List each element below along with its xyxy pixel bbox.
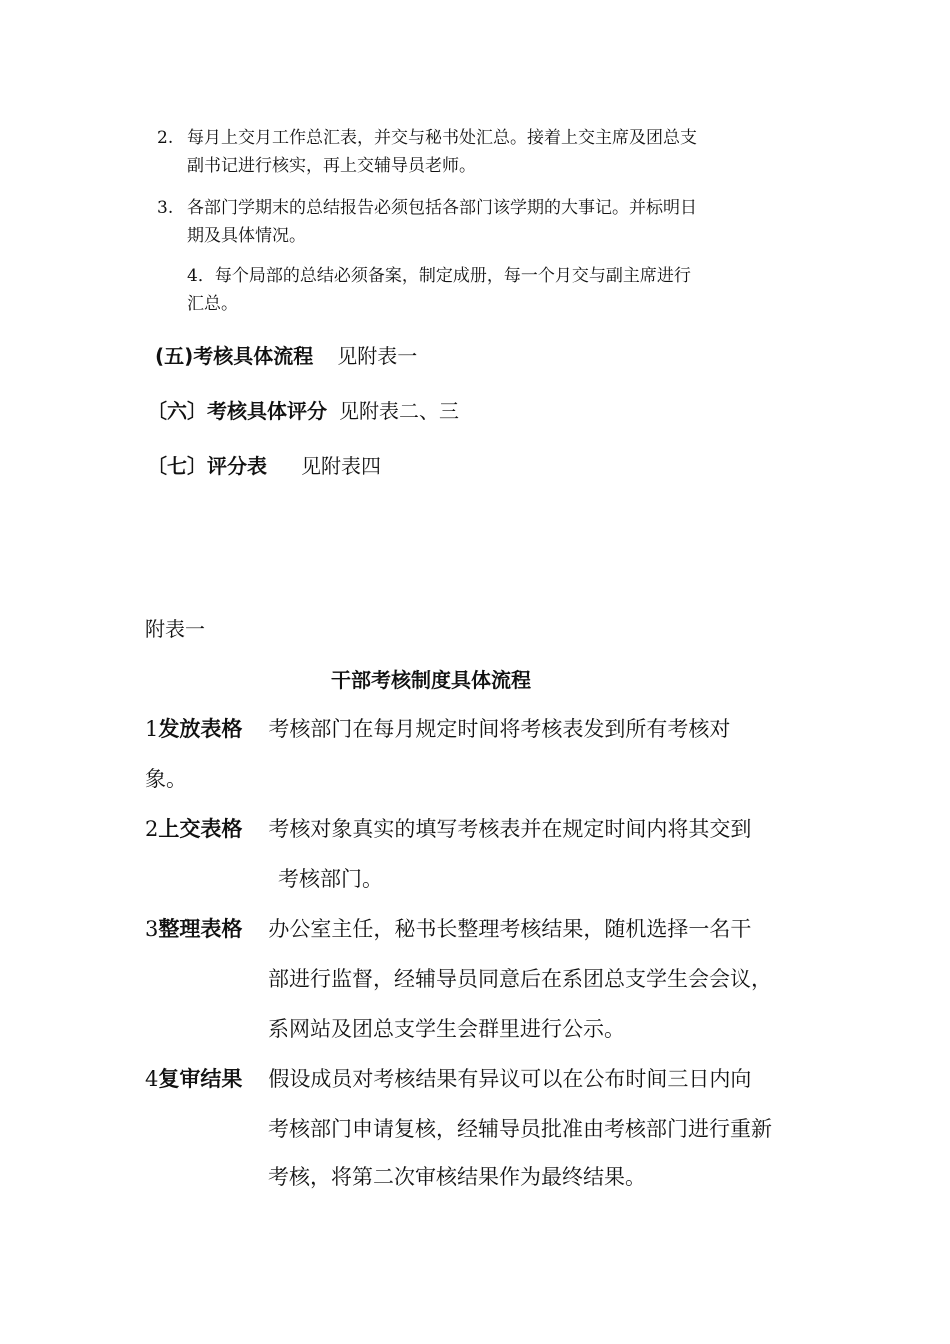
list-item-2-text: 每月上交月工作总汇表，并交与秘书处汇总。接着上交主席及团总支	[187, 128, 697, 148]
section-6	[147, 396, 459, 426]
list-item-2-number: 2.	[157, 128, 174, 148]
list-item-4-line1: 4．每个局部的总结必须备案，制定成册，每一个月交与副主席进行	[187, 266, 691, 286]
section-6-reference: 见附表二、三	[339, 399, 459, 423]
step-2-line1	[145, 814, 751, 844]
list-item-3-line2: 期及具体情况。	[187, 226, 306, 246]
step-2-text: 考核对象真实的填写考核表并在规定时间内将其交到	[268, 817, 752, 841]
step-4-heading: 复审结果	[158, 1067, 243, 1091]
appendix-title: 干部考核制度具体流程	[331, 668, 531, 692]
step-4-line3: 考核，将第二次审核结果作为最终结果。	[268, 1165, 646, 1189]
list-item-3-line1	[157, 194, 697, 222]
step-3-line1	[145, 914, 751, 944]
step-3-number: 3	[145, 917, 159, 941]
section-5-reference: 见附表一	[337, 344, 418, 368]
step-3-line3: 系网站及团总支学生会群里进行公示。	[268, 1017, 625, 1041]
step-1-number: 1	[145, 717, 159, 741]
section-7	[147, 451, 381, 481]
step-4-line2: 考核部门申请复核，经辅导员批准由考核部门进行重新	[268, 1117, 772, 1141]
step-1-line2: 象。	[145, 767, 187, 791]
list-item-2-line2: 副书记进行核实，再上交辅导员老师。	[187, 156, 476, 176]
step-2-line2: 考核部门。	[278, 867, 383, 891]
list-item-3-number: 3.	[157, 198, 174, 218]
step-4-text: 假设成员对考核结果有异议可以在公布时间三日内向	[268, 1067, 752, 1091]
section-5	[155, 341, 417, 371]
section-7-heading: 〔七〕评分表	[147, 454, 267, 478]
list-item-2-line1	[157, 124, 697, 152]
step-1-heading: 发放表格	[158, 717, 243, 741]
step-4-number: 4	[145, 1067, 159, 1091]
step-3-heading: 整理表格	[158, 917, 243, 941]
step-1-line1	[145, 714, 730, 744]
step-3-line2: 部进行监督，经辅导员同意后在系团总支学生会会议，	[268, 967, 772, 991]
step-2-heading: 上交表格	[158, 817, 243, 841]
step-3-text: 办公室主任，秘书长整理考核结果，随机选择一名干	[268, 917, 752, 941]
step-1-text: 考核部门在每月规定时间将考核表发到所有考核对	[268, 717, 731, 741]
appendix-label: 附表一	[145, 617, 205, 641]
section-7-reference: 见附表四	[301, 454, 381, 478]
step-4-line1	[145, 1064, 751, 1094]
list-item-3-text: 各部门学期末的总结报告必须包括各部门该学期的大事记。并标明日	[187, 198, 697, 218]
list-item-4-line2: 汇总。	[187, 294, 238, 314]
step-2-number: 2	[145, 817, 159, 841]
section-6-heading: 〔六〕考核具体评分	[147, 399, 327, 423]
section-5-heading: (五)考核具体流程	[155, 344, 314, 368]
